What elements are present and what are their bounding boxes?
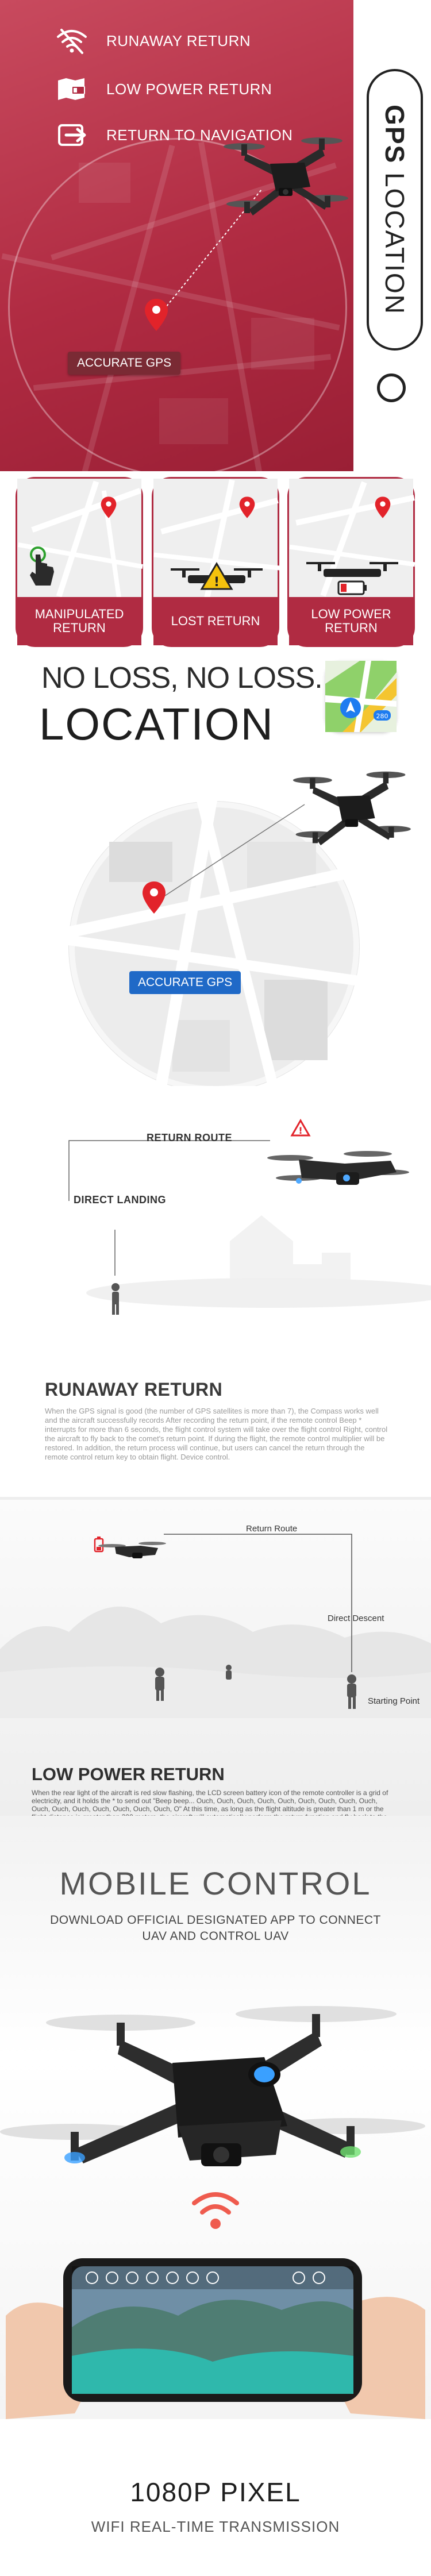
mobile-control-subtitle (0, 1912, 431, 1944)
gps-location-vertical-text (379, 105, 410, 315)
menu-label: RETURN TO NAVIGATION (106, 126, 293, 144)
phone-app-image (6, 2241, 425, 2419)
accurate-gps-tag: ACCURATE GPS (68, 352, 180, 375)
pixel-subtitle: WIFI REAL-TIME TRANSMISSION (91, 2518, 340, 2535)
location-text: LOCATION (380, 164, 410, 315)
direct-landing-label: DIRECT LANDING (74, 1194, 166, 1206)
menu-label: LOW POWER RETURN (106, 80, 272, 98)
card-manipulated-return (16, 477, 143, 647)
card-label: LOW POWER RETURN (289, 597, 413, 645)
return-modes-section (0, 471, 431, 649)
warning-drone-icon (165, 559, 268, 599)
low-power-return-section (0, 1500, 431, 1816)
low-battery-drone-icon (301, 556, 404, 599)
hero-circle-decoration (377, 373, 406, 402)
no-loss-heading: NO LOSS, NO LOSS. (41, 661, 322, 695)
card-lost-return (152, 477, 279, 647)
subtitle-line-2: UAV AND CONTROL UAV (142, 1930, 289, 1943)
hero-red-panel (0, 0, 353, 471)
gps-hero-section (0, 0, 431, 471)
location-pin-icon (144, 298, 169, 332)
pixel-title: 1080P PIXEL (130, 2477, 301, 2507)
location-pin-icon (374, 496, 391, 519)
location-pin-icon (100, 496, 117, 519)
runaway-return-section (0, 1086, 431, 1500)
accurate-gps-tag: ACCURATE GPS (129, 971, 241, 994)
direct-descent-label: Direct Descent (328, 1614, 384, 1623)
wifi-icon (190, 2189, 241, 2231)
svg-text:!: ! (213, 575, 220, 590)
drone-image (221, 124, 348, 227)
location-pin-icon (238, 496, 256, 519)
runaway-diagram (0, 1086, 431, 1373)
pixel-section (0, 2419, 431, 2576)
no-loss-location-section (0, 649, 431, 1086)
svg-text:!: ! (298, 1125, 303, 1136)
low-power-diagram (0, 1500, 431, 1758)
low-power-return-description: When the rear light of the aircraft is red slow flashing, the LCD screen battery icon of the remote controller is a grid of electricity, and it holds the * to send out "Beep beep... Ouch, Ouch, Ouch, Ouch, Ouch, Ouch, Ouch, Ouch, Ouch, Ouch, Ouch, Ouch, Ouch, Ouch, Ouch, Ouch, O" At this time, as long as the flight altitude is greater than 1 m or the (32, 1789, 388, 1813)
touch-hand-icon (28, 546, 59, 592)
hero-connection-line (0, 0, 353, 471)
card-low-power-return (287, 477, 415, 647)
card-label: LOST RETURN (153, 597, 278, 645)
gps-text: GPS (380, 105, 410, 164)
return-route-label: Return Route (246, 1524, 298, 1534)
drone-image (6, 1959, 425, 2207)
mobile-control-section (0, 1816, 431, 2419)
mobile-control-title: MOBILE CONTROL (59, 1865, 372, 1901)
menu-label: RUNAWAY RETURN (106, 32, 251, 49)
svg-text:280: 280 (376, 713, 388, 720)
location-connection-line (0, 649, 431, 1086)
runaway-return-description: When the GPS signal is good (the number of GPS satellites is more than 7), the Compass works well and the aircraft successfully records After recording the return point, if the remote control Beep * interrupts for more than 6 seconds, the flight control system will take over the flight control Right, control the aircraft to fly back to the comet's return point. If during the flight, the remote control multiplier will be restored. In addition, the return process will continue, but users can cancel the return through the remote control return key to obtain flight. Device control. (45, 1407, 388, 1461)
location-heading: LOCATION (39, 699, 274, 749)
starting-point-label: Starting Point (368, 1696, 420, 1706)
low-power-return-title: LOW POWER RETURN (32, 1764, 225, 1784)
subtitle-line-1: DOWNLOAD OFFICIAL DESIGNATED APP TO CONNECT (50, 1913, 381, 1927)
location-pin-icon (141, 880, 167, 915)
card-label: MANIPULATED RETURN (17, 597, 141, 645)
gps-location-vertical-badge (367, 69, 423, 351)
drone-image (290, 758, 411, 856)
hero-top-strip (353, 0, 431, 8)
runaway-return-title: RUNAWAY RETURN (45, 1379, 223, 1400)
return-route-label: RETURN ROUTE (147, 1132, 232, 1143)
